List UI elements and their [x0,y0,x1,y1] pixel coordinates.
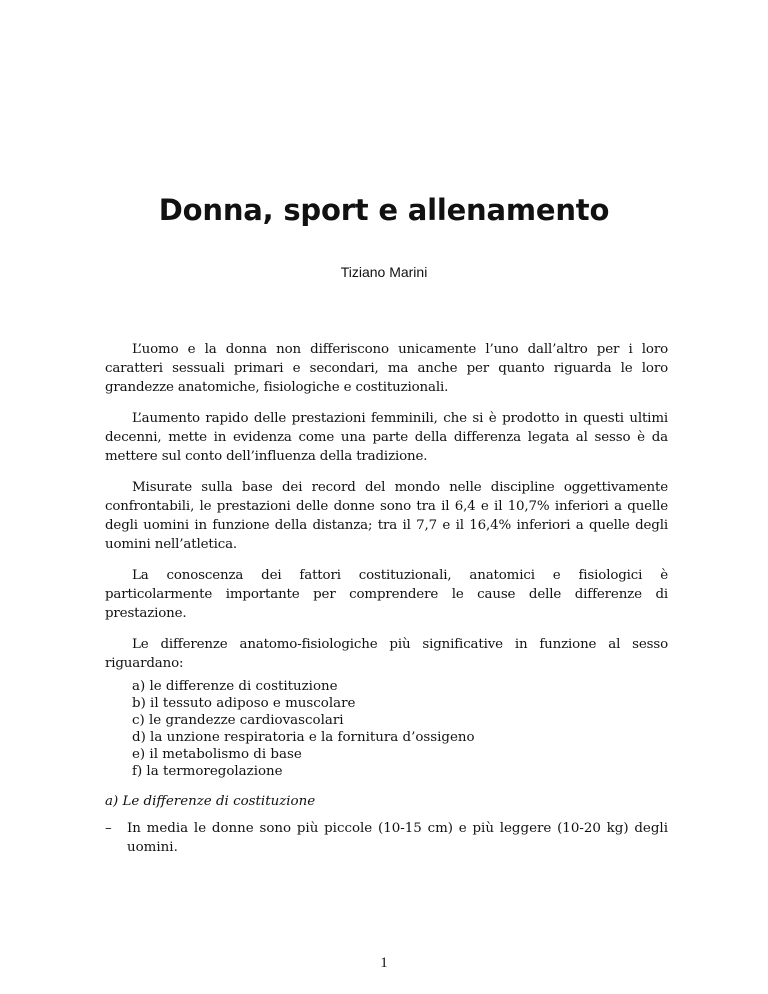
page-number: 1 [380,955,388,971]
paragraph-2: L’aumento rapido delle prestazioni femminili, che si è prodotto in questi ultimi decenni, mette in evidenza come una parte della differenza legata al sesso è da mettere sul conto dell’influenza della tradizione. [105,411,668,464]
list-item: c) le grandezze cardiovascolari [132,713,344,728]
list-item: f) la termoregolazione [132,764,283,779]
paragraph-1: L’uomo e la donna non differiscono unicamente l’uno dall’altro per i loro caratteri sessuali primari e secondari, ma anche per quanto riguarda le loro grandezze anatomiche, fisiologiche e costituzionali. [105,342,668,395]
bullet-text: In media le donne sono più piccole (10-15 cm) e più leggere (10-20 kg) degli uomini. [127,821,668,855]
list-item: b) il tessuto adiposo e muscolare [132,696,356,711]
paragraph-3: Misurate sulla base dei record del mondo nelle discipline oggettivamente confrontabili, le prestazioni delle donne sono tra il 6,4 e il 10,7% inferiori a quelle degli uomini in funzione della distanza; tra il 7,7 e il 16,4% inferiori a quelle degli uomini nell’atletica. [105,480,668,552]
paragraph-5: Le differenze anatomo-fisiologiche più significative in funzione al sesso riguardano: [105,637,668,671]
bullet-dash: – [105,821,112,836]
differences-list [132,678,668,780]
paragraph-4: La conoscenza dei fattori costituzionali, anatomici e fisiologici è particolarmente importante per comprendere le cause delle differenze di prestazione. [105,568,668,621]
list-item: a) le differenze di costituzione [132,679,338,694]
list-item: e) il metabolismo di base [132,747,302,762]
section-heading: a) Le differenze di costituzione [105,794,316,809]
document-title: Donna, sport e allenamento [158,193,610,227]
document-body [105,340,668,857]
author-name: Tiziano Marini [340,264,428,280]
list-item: d) la unzione respiratoria e la fornitura d’ossigeno [132,730,475,745]
bullet-item [105,819,668,857]
